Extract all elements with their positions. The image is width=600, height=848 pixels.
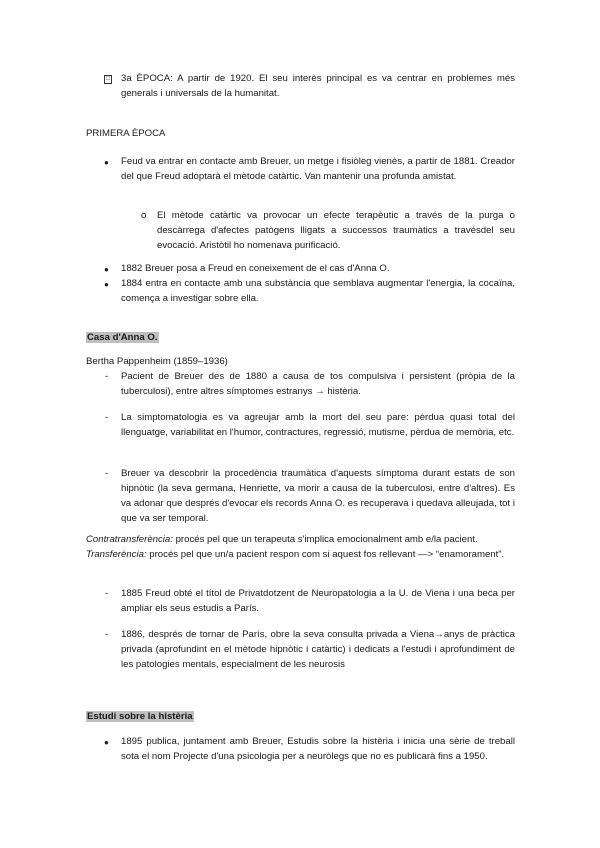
checkbox-square-icon: □: [104, 75, 112, 84]
bullet-icon: ●: [104, 265, 109, 274]
dash-icon: -: [105, 588, 109, 599]
primera-bullet-breuer: Feud va entrar en contacte amb Breuer, un metge i fisiòleg vienès, a partir de 1881. Creador del que Freud adoptarà el mètode catàrtic. Van mantenir una profunda amistat.: [121, 156, 515, 182]
anna-subheading: Bertha Pappenheim (1859–1936): [86, 356, 228, 367]
primera-sub-cataric: El mètode catàrtic va provocar un efecte terapèutic a través de la purga o descàrrega d'afectes patògens lligats a successos traumàtics a travésdel seu evocació. Aristòtil ho nomenava purificació.: [157, 210, 515, 251]
estudi-heading: Estudi sobre la histèria: [87, 711, 193, 722]
sub-bullet-icon: o: [141, 210, 147, 221]
contratransferencia-text: procés pel que un terapeuta s'implica emocionalment amb e/la pacient.: [172, 534, 478, 545]
contratransferencia-term: Contratransferència:: [86, 534, 173, 545]
definition-contratransferencia: [86, 532, 516, 547]
anna-dash-breuer: Breuer va descobrir la procedència traumàtica d'aquests símptoma durant estats de son hipnòtic (la seva germana, Henriette, va morir a causa de la tuberculosi, entre d'altres). Es va adonar que després d'evocar els records Anna O. es recuperava i quedava alleujada, tot i que va ser temporal.: [121, 468, 515, 524]
primera-epoca-heading: PRIMERA ÈPOCA: [86, 128, 166, 139]
bullet-icon: ●: [104, 158, 109, 167]
transferencia-text: procés pel que un/a pacient respon com si aquest fos rellevant —> “enamorament”.: [146, 549, 505, 560]
freud-dash-1886: 1886, després de tornar de París, obre la seva consulta privada a Viena→anys de pràctica privada (aprofundint en el mètode hipnòtic i catàrtic) i dedicats a l'estudi i aprofundiment de les patologies mentals, especialment de les neurosis: [121, 629, 515, 670]
anna-dash-simptomatologia: La simptomatologia es va agreujar amb la mort del seu pare: pèrdua quasi total del llenguatge, variabilitat en l'humor, contractures, regressió, mutisme, pèrdua de memòria, etc.: [121, 412, 515, 438]
transferencia-term: Transferència:: [86, 549, 147, 560]
anna-dash-pacient: Pacient de Breuer des de 1880 a causa de tos compulsiva i persistent (pròpia de la tuberculosi), entre altres símptomes estranys → histèria.: [121, 371, 515, 397]
dash-icon: -: [105, 371, 109, 382]
dash-icon: -: [105, 629, 109, 640]
epoca3-paragraph: 3a ÈPOCA: A partir de 1920. El seu interès principal es va centrar en problemes més generals i universals de la humanitat.: [121, 73, 515, 99]
freud-dash-1885: 1885 Freud obté el títol de Privatdotzent de Neuropatologia a la U. de Viena i una beca per ampliar els seus estudis a París.: [121, 588, 515, 614]
bullet-icon: ●: [104, 738, 109, 747]
estudi-bullet-1895: 1895 publica, juntament amb Breuer, Estudis sobre la histèria i inicia una sèrie de treball sota el nom Projecte d'una psicologia per a neuròlegs que no es publicarà fins a 1950.: [121, 736, 515, 762]
definition-transferencia: [86, 547, 516, 562]
primera-bullet-1884: 1884 entra en contacte amb una substància que semblava augmentar l'energia, la cocaïna, comença a investigar sobre ella.: [121, 278, 515, 304]
dash-icon: -: [105, 412, 109, 423]
bullet-icon: ●: [104, 280, 109, 289]
dash-icon: -: [105, 468, 109, 479]
primera-bullet-1882: 1882 Breuer posa a Freud en coneixement de el cas d'Anna O.: [121, 263, 390, 274]
anna-heading: Casa d'Anna O.: [87, 332, 158, 343]
